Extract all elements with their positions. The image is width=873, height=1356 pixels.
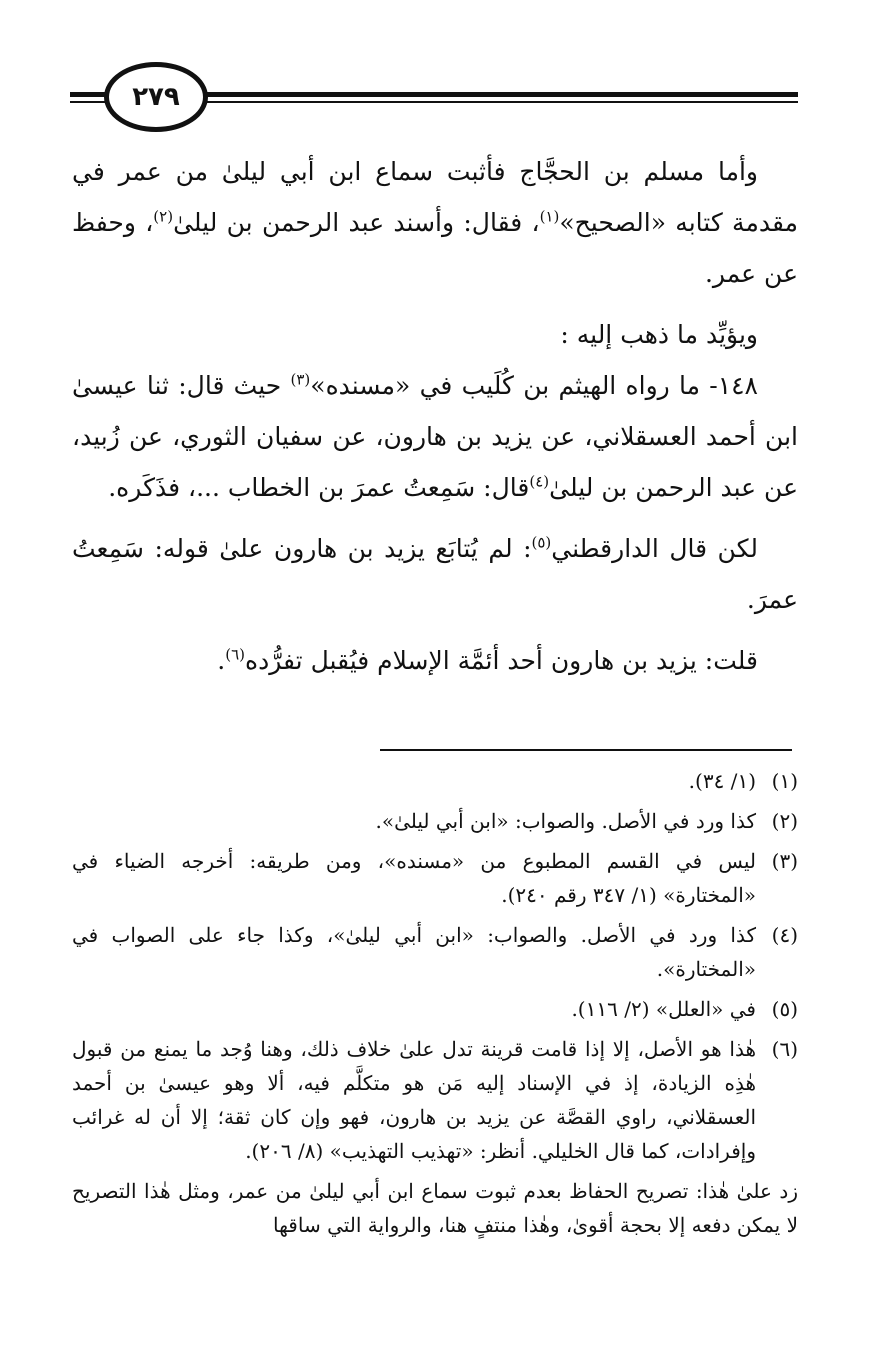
footnote-number: (٤) xyxy=(771,923,798,947)
paragraph-hadith-148: ١٤٨- ما رواه الهيثم بن كُلَيب في «مسنده»$^{(٣)}$ حيث قال: ثنا عيسىٰ ابن أحمد العسقلاني، عن يزيد بن هارون، عن سفيان الثوري، عن زُبيد، عن عبد الرحمن بن ليلىٰ$^{(٤)}$قال: سَمِعتُ عمرَ بن الخطاب ...، فذَكَره. xyxy=(72,370,798,502)
footnote-ref-6[interactable]: (٦) xyxy=(225,645,246,664)
footnote-item xyxy=(72,992,798,1026)
page-header xyxy=(70,62,798,134)
footnote-text: كذا ورد في الأصل. والصواب: «ابن أبي ليلىٰ»، وكذا جاء على الصواب في «المختارة». xyxy=(72,923,756,981)
paragraph-support: ويؤيِّد ما ذهب إليه : xyxy=(560,320,758,349)
footnote-number: (٢) xyxy=(771,809,798,833)
footnote-item xyxy=(72,844,798,912)
paragraph-daraqutni: لكن قال الدارقطني$^{(٥)}$: لم يُتابَع يزيد بن هارون علىٰ قوله: سَمِعتُ عمرَ. xyxy=(72,533,798,614)
footnote-text: كذا ورد في الأصل. والصواب: «ابن أبي ليلىٰ». xyxy=(375,809,756,833)
footnote-item xyxy=(72,804,798,838)
paragraph-conclusion: قلت: يزيد بن هارون أحد أئمَّة الإسلام فيُقبل تفرُّده$^{(٦)}$. xyxy=(217,645,758,675)
footnotes xyxy=(72,764,798,1242)
footnote-number: (١) xyxy=(771,769,798,793)
footnote-number: (٥) xyxy=(771,997,798,1021)
footnote-item xyxy=(72,764,798,798)
footnote-text: هٰذا هو الأصل، إلا إذا قامت قرينة تدل علىٰ خلاف ذلك، وهنا وُجد ما يمنع من قبول هٰذِه الزيادة، إذ في الإسناد إليه مَن هو متكلَّم فيه، ألا وهو عيسىٰ بن أحمد العسقلاني، راوي القصَّة عن يزيد بن هارون، فهو وإن كان ثقة؛ إلا أن له غرائب وإفرادات، كما قال الخليلي. أنظر: «تهذيب التهذيب» (٨/ ٢٠٦). xyxy=(72,1037,756,1163)
footnote-text: ليس في القسم المطبوع من «مسنده»، ومن طريقه: أخرجه الضياء في «المختارة» (١/ ٣٤٧ رقم ٢٤٠). xyxy=(72,849,756,907)
paragraph-muslim: وأما مسلم بن الحجَّاج فأثبت سماع ابن أبي ليلىٰ من عمر في مقدمة كتابه «الصحيح»$^{(١)}$، فقال: وأسند عبد الرحمن بن ليلىٰ$^{(٢)}$، وحفظ عن عمر. xyxy=(72,157,798,288)
footnote-ref-1[interactable]: (١) xyxy=(539,207,560,226)
footnote-number: (٦) xyxy=(771,1037,798,1061)
footnote-ref-4[interactable]: (٤) xyxy=(529,472,550,491)
footnote-item xyxy=(72,918,798,986)
footnote-item xyxy=(72,1032,798,1168)
footnote-ref-5[interactable]: (٥) xyxy=(531,533,552,552)
footnote-separator xyxy=(380,749,792,751)
main-text xyxy=(72,146,798,686)
page-number: ٢٧٩ xyxy=(132,82,180,112)
footnote-continuation: زد علىٰ هٰذا: تصريح الحفاظ بعدم ثبوت سماع ابن أبي ليلىٰ من عمر، ومثل هٰذا التصريح لا يمكن دفعه إلا بحجة أقوىٰ، وهٰذا منتفٍ هنا، والرواية التي ساقها xyxy=(72,1179,798,1237)
footnote-number: (٣) xyxy=(771,849,798,873)
footnote-ref-3[interactable]: (٣) xyxy=(290,370,311,389)
footnote-text: (١/ ٣٤). xyxy=(688,769,756,793)
footnote-ref-2[interactable]: (٢) xyxy=(153,207,174,226)
page-number-frame xyxy=(104,62,208,132)
footnote-text: في «العلل» (٢/ ١١٦). xyxy=(571,997,756,1021)
